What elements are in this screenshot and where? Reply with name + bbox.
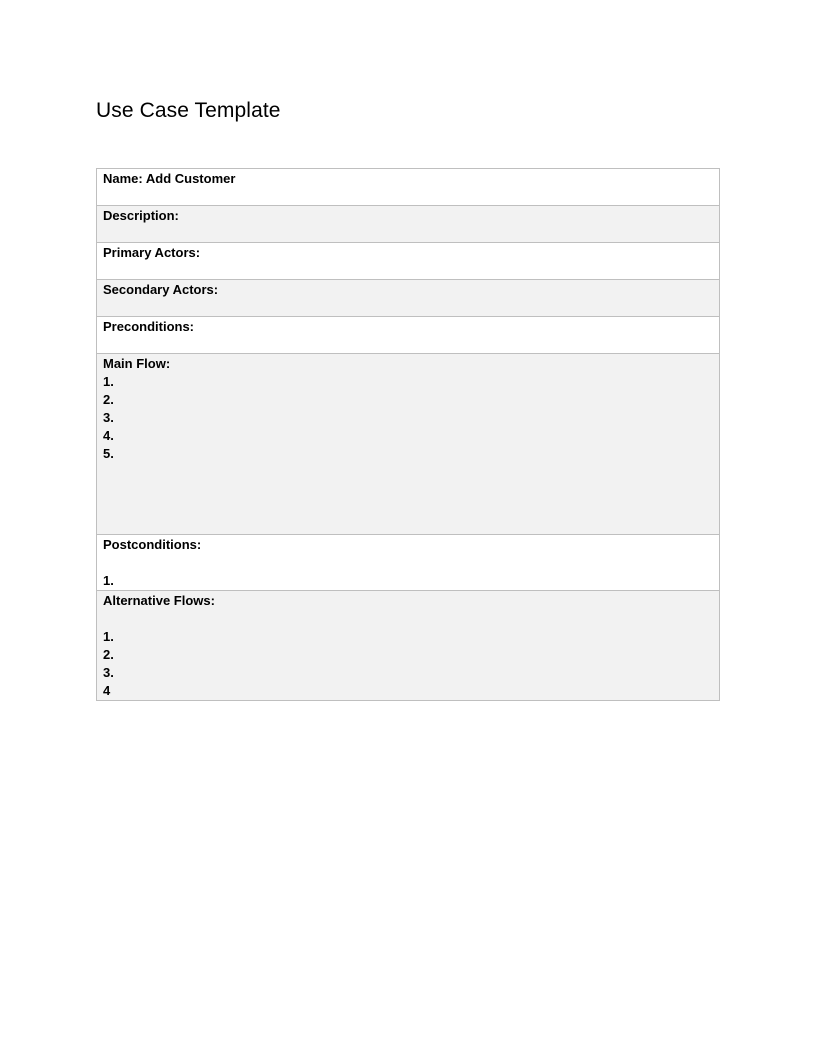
alternative-flows-step: 2. bbox=[103, 647, 114, 662]
main-flow-step: 1. bbox=[103, 374, 114, 389]
secondary-actors-cell bbox=[97, 280, 720, 317]
primary-actors-label: Primary Actors: bbox=[103, 245, 201, 260]
main-flow-step: 2. bbox=[103, 392, 114, 407]
alternative-flows-row bbox=[97, 591, 720, 701]
secondary-actors-row bbox=[97, 280, 720, 317]
preconditions-label: Preconditions: bbox=[103, 319, 195, 334]
alternative-flows-label: Alternative Flows: bbox=[103, 593, 215, 608]
description-cell bbox=[97, 206, 720, 243]
document-title: Use Case Template bbox=[96, 99, 281, 122]
alternative-flows-step: 4 bbox=[103, 683, 111, 698]
postconditions-label: Postconditions: bbox=[103, 537, 202, 552]
main-flow-step: 5. bbox=[103, 446, 114, 461]
preconditions-row bbox=[97, 317, 720, 354]
blank-line bbox=[103, 610, 713, 628]
description-label: Description: bbox=[103, 208, 179, 223]
description-row bbox=[97, 206, 720, 243]
alternative-flows-cell bbox=[97, 591, 720, 701]
blank-line bbox=[103, 554, 713, 572]
primary-actors-row bbox=[97, 243, 720, 280]
postconditions-row bbox=[97, 535, 720, 591]
postconditions-cell bbox=[97, 535, 720, 591]
main-flow-label: Main Flow: bbox=[103, 356, 171, 371]
alternative-flows-step: 3. bbox=[103, 665, 114, 680]
name-cell bbox=[97, 169, 720, 206]
main-flow-row bbox=[97, 354, 720, 535]
main-flow-step: 4. bbox=[103, 428, 114, 443]
main-flow-cell bbox=[97, 354, 720, 535]
use-case-table bbox=[96, 168, 720, 701]
main-flow-step: 3. bbox=[103, 410, 114, 425]
secondary-actors-label: Secondary Actors: bbox=[103, 282, 219, 297]
name-row bbox=[97, 169, 720, 206]
alternative-flows-step: 1. bbox=[103, 629, 114, 644]
postconditions-step: 1. bbox=[103, 573, 114, 588]
primary-actors-cell bbox=[97, 243, 720, 280]
preconditions-cell bbox=[97, 317, 720, 354]
name-label: Name: Add Customer bbox=[103, 171, 236, 186]
